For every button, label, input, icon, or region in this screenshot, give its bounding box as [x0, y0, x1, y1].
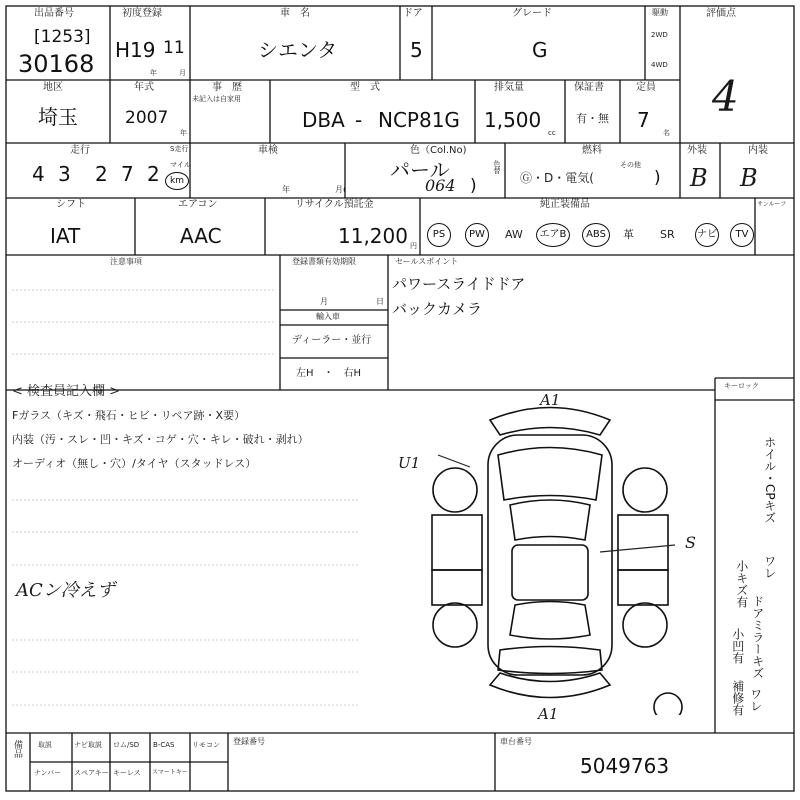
lot-bracket: [1253]	[34, 27, 91, 47]
mileage-digit: 3	[58, 162, 71, 186]
doors-label: ドア	[403, 8, 423, 19]
recycle-label: リサイクル預託金	[295, 199, 374, 210]
notes-label: 注意事項	[110, 257, 142, 266]
spare-tire	[654, 693, 682, 715]
reg-expiry-label: 登録書類有効期限	[292, 257, 356, 266]
accessory-navi-manual: ナビ取説	[74, 741, 102, 749]
front-bumper-shape	[490, 408, 610, 436]
model-year-unit: 年	[180, 129, 187, 137]
diagram-s: S	[685, 533, 696, 552]
inspector-label: < 検査員記入欄 >	[12, 384, 121, 399]
key-lock-note: ワレ	[762, 555, 777, 579]
reg-number-label: 登録番号	[233, 737, 265, 746]
capacity-label: 定員	[636, 82, 656, 93]
warranty-label: 保証書	[574, 82, 604, 93]
color-change-label: 色替	[493, 160, 501, 174]
fuel-other: その他	[620, 161, 641, 169]
exterior-label: 外装	[687, 145, 707, 156]
s-mileage-label: S走行	[170, 145, 189, 153]
score-handwritten: 4	[712, 72, 739, 121]
key-lock-note: ホイル・CPキズ	[762, 436, 777, 524]
inspector-line: オーディオ（無し・穴）/タイヤ（スタッドレス）	[12, 457, 257, 470]
car-damage-diagram	[420, 391, 700, 715]
accessory-manual: 取説	[38, 741, 52, 749]
accessory-smart-key: スマートキー	[152, 769, 188, 776]
key-lock-note: 小キズ有	[734, 560, 749, 608]
region-value: 埼玉	[38, 105, 78, 129]
rear-bumper-shape	[490, 673, 610, 698]
warranty-value: 有・無	[576, 112, 609, 125]
displacement-value: 1,500	[484, 108, 542, 132]
wheel-fr	[623, 468, 667, 512]
fuel-close: )	[654, 168, 661, 188]
windshield-shape	[510, 500, 590, 540]
fuel-label: 燃料	[582, 145, 602, 156]
sunroof-label: サンルーフ	[757, 201, 787, 208]
equipment-item: エアB	[536, 223, 570, 247]
lot-number: 30168	[18, 50, 95, 78]
footer-side-label: 備品	[12, 740, 22, 758]
shift-value: IAT	[50, 224, 81, 248]
accessory-spare-key: スペアキー	[74, 769, 109, 777]
first-reg-month-unit: 月	[179, 69, 186, 77]
equipment-item: PS	[427, 223, 451, 247]
equipment-item: ナビ	[695, 223, 719, 247]
door-fr	[618, 515, 668, 570]
history-sub: 未記入は自家用	[192, 95, 241, 103]
aircon-value: AAC	[180, 224, 222, 248]
inspector-line: 内装（汚・スレ・凹・キズ・コゲ・穴・キレ・破れ・剥れ）	[12, 433, 309, 446]
accessory-keyless: キーレス	[113, 769, 141, 777]
capacity-unit: 名	[663, 129, 670, 137]
diagram-a1-bottom: A1	[538, 705, 559, 723]
mileage-label: 走行	[70, 145, 90, 156]
history-label: 事 歴	[212, 82, 242, 93]
model-type-prefix: DBA	[302, 108, 345, 132]
interior-grade: B	[740, 164, 758, 192]
key-lock-note: 補修有	[730, 680, 745, 716]
drive-2wd: 2WD	[651, 31, 668, 39]
key-lock-note: 小凹有	[730, 628, 745, 664]
door-rl	[432, 570, 482, 605]
key-lock-note: ワレ	[748, 688, 763, 712]
accessory-remote: リモコン	[192, 741, 220, 749]
handle-side: 左H ・ 右H	[296, 368, 362, 379]
first-reg-year-unit: 年	[150, 69, 157, 77]
sales-point: パワースライドドア	[392, 275, 526, 293]
key-lock-label: キーロック	[724, 382, 759, 390]
inspection-year: 年	[282, 185, 290, 194]
inspector-line: Fガラス（キズ・飛石・ヒビ・リペア跡・X要）	[12, 409, 246, 422]
displacement-unit: cc	[548, 129, 556, 137]
color-name: パール	[390, 158, 450, 182]
equipment-item: TV	[730, 223, 754, 247]
color-code: 064	[425, 176, 456, 195]
mileage-digit: 4	[32, 162, 45, 186]
color-label: 色（Col.No)	[410, 145, 467, 156]
import-label: 輸入車	[316, 312, 340, 321]
exterior-grade: B	[690, 164, 708, 192]
region-label: 地区	[43, 82, 63, 93]
mileage-digit: 2	[95, 162, 108, 186]
model-year-value: 2007	[125, 108, 169, 128]
handwritten-note: ACン冷えず	[16, 580, 115, 601]
sales-point: バックカメラ	[392, 300, 483, 318]
tailgate-shape	[498, 647, 602, 674]
reg-expiry-month: 月	[320, 297, 328, 306]
capacity-value: 7	[637, 108, 650, 132]
grade-label: グレード	[512, 8, 552, 19]
hood-shape	[498, 448, 602, 501]
inspection-month: 月(	[335, 185, 347, 194]
chassis-number-label: 車台番号	[500, 737, 532, 746]
model-year-label: 年式	[134, 82, 154, 93]
recycle-unit: 円	[410, 242, 417, 250]
key-lock-note: ドアミラーキズ	[750, 595, 765, 679]
score-label: 評価点	[706, 8, 736, 19]
rear-glass-shape	[510, 602, 590, 640]
color-close: )	[470, 176, 477, 196]
mileage-digit: 2	[147, 162, 160, 186]
drive-label: 駆動	[652, 8, 668, 17]
shift-label: シフト	[56, 199, 86, 210]
first-reg-month: 11	[163, 38, 185, 58]
first-reg-era: H19	[115, 38, 156, 62]
mileage-digit: 7	[121, 162, 134, 186]
sales-points-label: セールスポイント	[395, 257, 459, 266]
interior-label: 内装	[748, 145, 768, 156]
doors-value: 5	[410, 38, 423, 62]
diagram-u1: U1	[398, 454, 421, 472]
roof-shape	[512, 545, 588, 600]
equipment-item: SR	[660, 228, 675, 241]
grade-value: G	[532, 38, 548, 62]
lot-no-label: 出品番号	[34, 8, 74, 19]
reg-expiry-day: 日	[376, 297, 384, 306]
accessory-rom-sd: ロム/SD	[113, 741, 140, 749]
door-fl	[432, 515, 482, 570]
dealer-parallel: ディーラー・並行	[292, 335, 372, 346]
wheel-rl	[433, 603, 477, 647]
mile-label: マイル	[170, 161, 191, 169]
equipment-item: 革	[623, 228, 634, 241]
recycle-value: 11,200	[338, 224, 408, 248]
wheel-fl	[433, 468, 477, 512]
km-circled: km	[165, 172, 189, 190]
equipment-item: AW	[505, 228, 523, 241]
inspection-label: 車検	[258, 145, 278, 156]
accessory-number-plate: ナンバー	[34, 769, 62, 777]
aircon-label: エアコン	[178, 199, 218, 210]
door-rr	[618, 570, 668, 605]
wheel-rr	[623, 603, 667, 647]
fuel-options: Ⓖ・D・電気(	[520, 171, 594, 185]
car-name: シエンタ	[258, 38, 338, 62]
model-type-label: 型 式	[350, 82, 380, 93]
equipment-item: ABS	[582, 223, 610, 247]
model-type-dash: -	[355, 108, 363, 132]
model-type-code: NCP81G	[378, 108, 460, 132]
equipment-label: 純正装備品	[540, 199, 590, 210]
equipment-item: PW	[465, 223, 489, 247]
displacement-label: 排気量	[494, 82, 524, 93]
first-reg-label: 初度登録	[122, 8, 162, 19]
drive-4wd: 4WD	[651, 61, 668, 69]
diagram-a1-top: A1	[540, 391, 561, 409]
accessory-bcas: B-CAS	[153, 741, 175, 749]
car-name-label: 車 名	[280, 8, 310, 19]
chassis-number-value: 5049763	[580, 754, 670, 778]
